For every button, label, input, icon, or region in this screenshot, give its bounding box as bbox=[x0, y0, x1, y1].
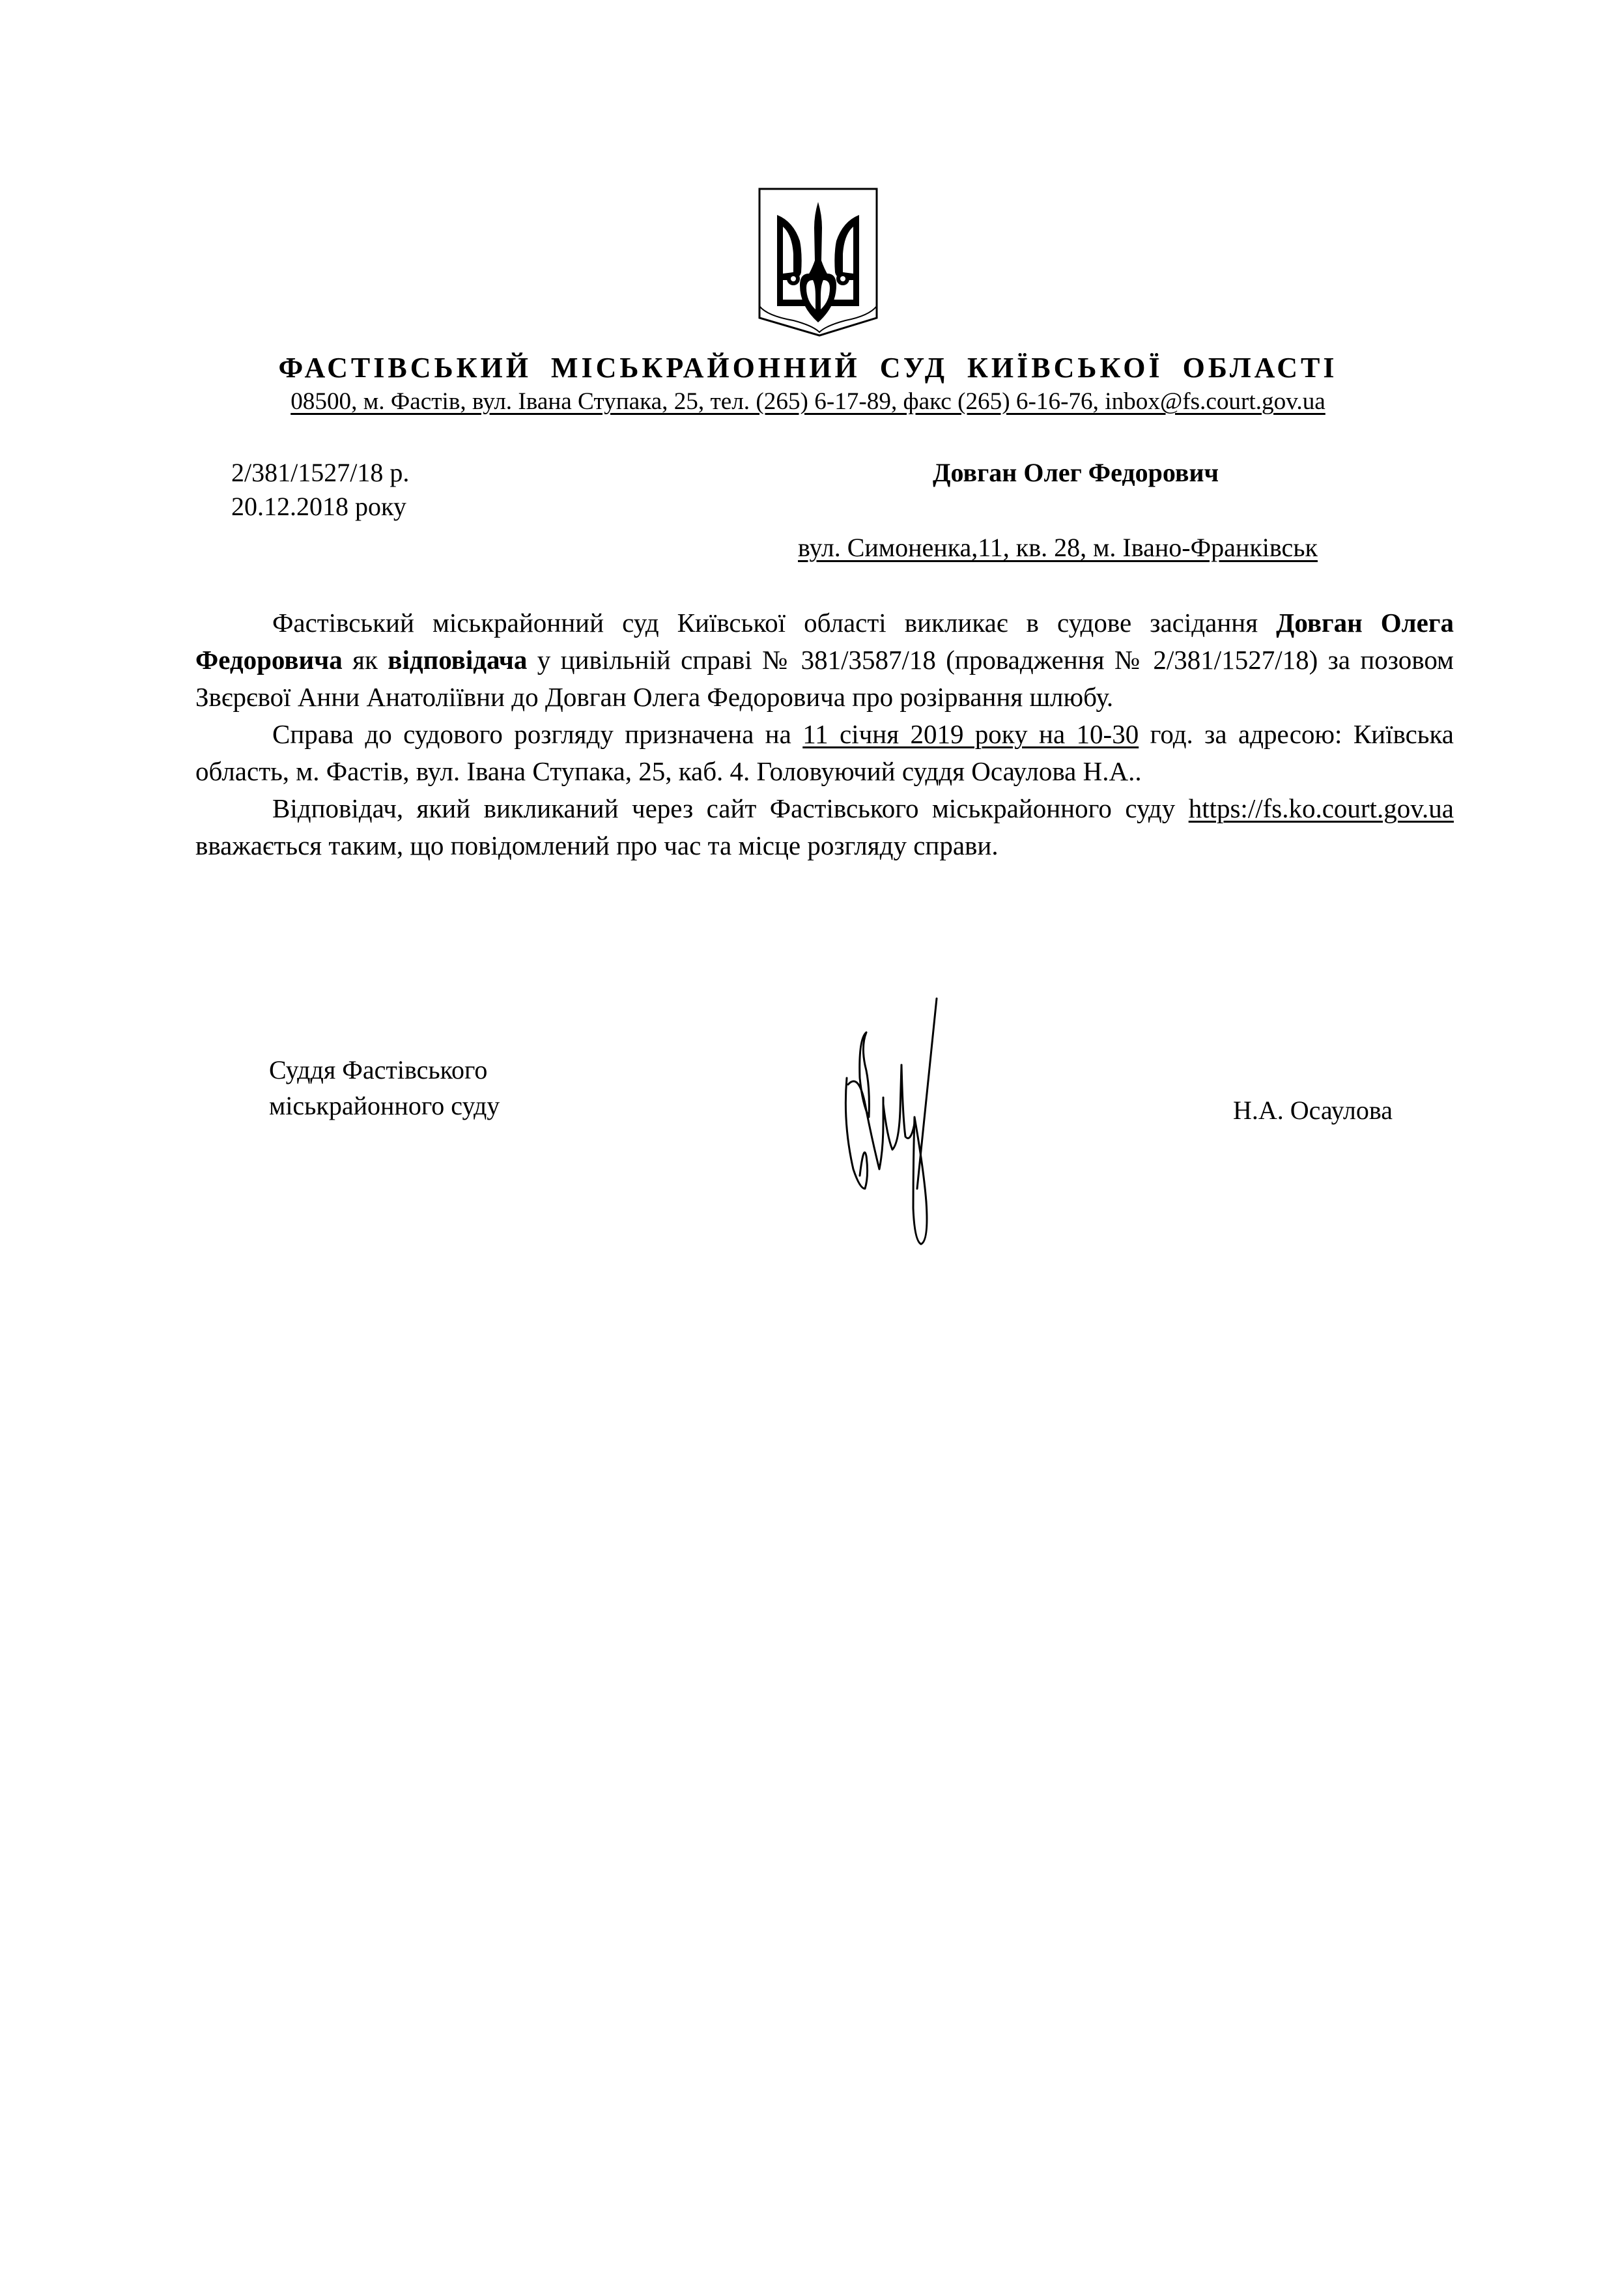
court-website-link[interactable]: https://fs.ko.court.gov.ua bbox=[1188, 793, 1454, 823]
signer-title-line-2: міськрайонного суду bbox=[269, 1091, 500, 1120]
hearing-datetime: 11 січня 2019 року на 10-30 bbox=[802, 719, 1139, 749]
paragraph-hearing-date bbox=[195, 716, 1454, 790]
case-reference-number: 2/381/1527/18 р. bbox=[231, 458, 410, 487]
paragraph-text: Відповідач, який викликаний через сайт Фастівського міськрайонного суду bbox=[272, 793, 1189, 823]
document-date: 20.12.2018 року bbox=[231, 492, 406, 521]
summons-body bbox=[195, 604, 1454, 864]
paragraph-text: год. за адресою: Київська область, м. Фастів, вул. Івана Ступака, 25, каб. 4. Головуючий суддя Осаулова Н.А.. bbox=[195, 719, 1454, 786]
recipient-name: Довган Олег Федорович bbox=[933, 458, 1219, 487]
paragraph-text: у цивільній справі № 381/3587/18 (провадження № 2/381/1527/18) за позовом Звєрєвої Анни Анатоліївни до Довган Олега Федоровича про розірвання шлюбу. bbox=[195, 645, 1454, 712]
paragraph-summons bbox=[195, 604, 1454, 716]
recipient-address: вул. Симоненка,11, кв. 28, м. Івано-Франківськ bbox=[798, 533, 1318, 562]
coat-of-arms-icon bbox=[754, 176, 882, 339]
paragraph-text: Фастівський міськрайонний суд Київської області викликає в судове засідання bbox=[272, 608, 1277, 638]
paragraph-text: вважається таким, що повідомлений про час та місце розгляду справи. bbox=[195, 830, 999, 860]
paragraph-text: як bbox=[342, 645, 388, 675]
court-title: ФАСТІВСЬКИЙ МІСЬКРАЙОННИЙ СУД КИЇВСЬКОЇ ОБЛАСТІ bbox=[278, 352, 1338, 384]
judge-name: Н.А. Осаулова bbox=[1233, 1096, 1393, 1125]
defendant-role-bold: відповідача bbox=[388, 645, 528, 675]
handwritten-signature-icon bbox=[840, 993, 951, 1254]
paragraph-notice bbox=[195, 790, 1454, 864]
paragraph-text: Справа до судового розгляду призначена на bbox=[272, 719, 803, 749]
court-address: 08500, м. Фастів, вул. Івана Ступака, 25, тел. (265) 6-17-89, факс (265) 6-16-76, inbox@fs.court.gov.ua bbox=[291, 388, 1325, 415]
signer-title-line-1: Суддя Фастівського bbox=[269, 1055, 488, 1084]
defendant-name-bold: Довган Олега Федоровича bbox=[195, 608, 1454, 675]
